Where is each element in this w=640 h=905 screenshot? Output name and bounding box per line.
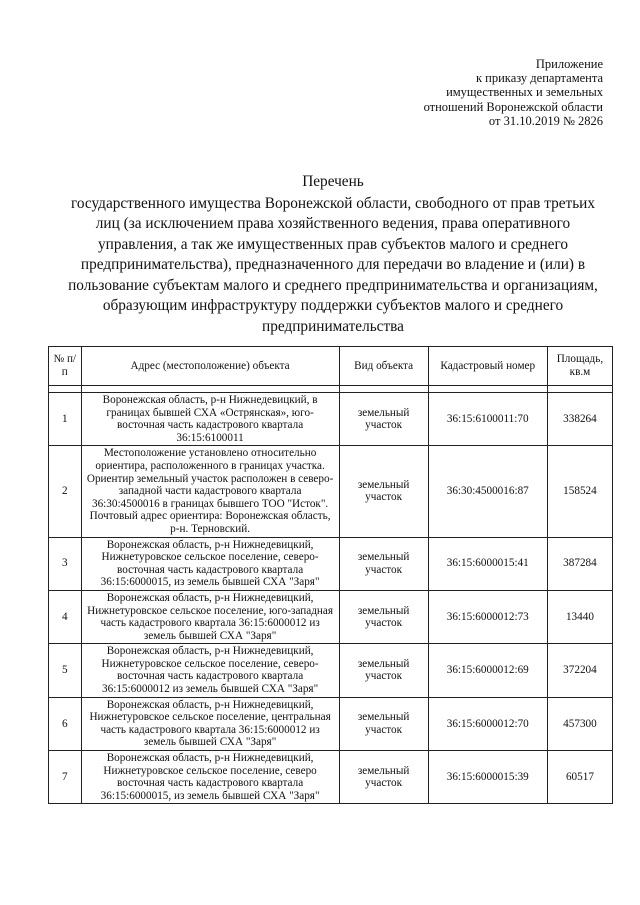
table-row — [49, 446, 613, 537]
cell-kind: земельный участок — [339, 537, 428, 590]
cell-cadastral: 36:15:6000012:70 — [428, 697, 547, 750]
cell-cadastral: 36:15:6000015:39 — [428, 751, 547, 804]
cell-kind: земельный участок — [339, 590, 428, 643]
cell-address: Воронежская область, р-н Нижнедевицкий, Нижнетуровское сельское поселение, северо восточная часть кадастрового квартала 36:15:6000015, из земель бывшей СХА "Заря" — [81, 751, 339, 804]
cell-area: 457300 — [547, 697, 612, 750]
header-cadastral: Кадастровый номер — [428, 347, 547, 386]
cell-kind: земельный участок — [339, 446, 428, 537]
header-area: Площадь, кв.м — [547, 347, 612, 386]
cell-area: 338264 — [547, 393, 612, 446]
cell-num: 6 — [49, 697, 82, 750]
cell-cadastral: 36:30:4500016:87 — [428, 446, 547, 537]
appendix-line: Приложение — [535, 57, 603, 71]
cell-address: Воронежская область, р-н Нижнедевицкий, Нижнетуровское сельское поселение, северо-восточная часть кадастрового квартала 36:15:6000015, из земель бывшей СХА "Заря" — [81, 537, 339, 590]
cell-cadastral: 36:15:6000012:69 — [428, 644, 547, 697]
cell-cadastral: 36:15:6000012:73 — [428, 590, 547, 643]
cell-area: 158524 — [547, 446, 612, 537]
cell-address: Местоположение установлено относительно ориентира, расположенного в границах участка. Ориентир земельный участок расположен в северо-западной части кадастрового квартала 36:30:4500016 в границах бывшего ТОО "Исток". Почтовый адрес ориентира: Воронежская область, р-н. Терновский. — [81, 446, 339, 537]
cell-cadastral: 36:15:6000015:41 — [428, 537, 547, 590]
table-row — [49, 393, 613, 446]
cell-num: 7 — [49, 751, 82, 804]
document-title-block — [63, 172, 603, 337]
document-subtitle: государственного имущества Воронежской области, свободного от прав третьих лиц (за исключением права хозяйственного ведения, права оперативного управления, а так же имущественных прав субъектов малого и среднего предпринимательства), предназначенного для передачи во владение и (или) в пользование субъектам малого и среднего предпринимательства и организациям, образующим инфраструктуру поддержки субъектов малого и среднего предпринимательства — [68, 194, 598, 335]
document-heading: Перечень — [302, 173, 364, 190]
property-list-table — [48, 346, 613, 804]
appendix-line: к приказу департамента — [475, 71, 603, 86]
cell-address: Воронежская область, р-н Нижнедевицкий, Нижнетуровское сельское поселение, юго-западная часть кадастрового квартала 36:15:6000012 из земель бывшей СХА "Заря" — [81, 590, 339, 643]
header-num: № п/п — [49, 347, 82, 386]
header-kind: Вид объекта — [339, 347, 428, 386]
cell-kind: земельный участок — [339, 644, 428, 697]
cell-cadastral: 36:15:6100011:70 — [428, 393, 547, 446]
cell-area: 387284 — [547, 537, 612, 590]
cell-kind: земельный участок — [339, 751, 428, 804]
appendix-line: имущественных и земельных — [446, 85, 603, 100]
table-row — [49, 697, 613, 750]
cell-num: 2 — [49, 446, 82, 537]
cell-num: 3 — [49, 537, 82, 590]
table-header-row — [49, 347, 613, 386]
cell-area: 13440 — [547, 590, 612, 643]
table-row — [49, 751, 613, 804]
cell-num: 1 — [49, 393, 82, 446]
table-row — [49, 644, 613, 697]
cell-num: 5 — [49, 644, 82, 697]
cell-kind: земельный участок — [339, 697, 428, 750]
cell-address: Воронежская область, р-н Нижнедевицкий, Нижнетуровское сельское поселение, северо-восточная часть кадастрового квартала 36:15:6000012 из земель бывшей СХА "Заря" — [81, 644, 339, 697]
cell-num: 4 — [49, 590, 82, 643]
appendix-date-line: от 31.10.2019 № 2826 — [488, 113, 603, 128]
appendix-line: отношений Воронежской области — [423, 99, 603, 114]
appendix-block — [343, 57, 603, 128]
table-spacer-row — [49, 386, 613, 393]
cell-address: Воронежская область, р-н Нижнедевицкий, Нижнетуровское сельское поселение, центральная часть кадастрового квартала 36:15:6000012 из земель бывшей СХА "Заря" — [81, 697, 339, 750]
cell-kind: земельный участок — [339, 393, 428, 446]
cell-address: Воронежская область, р-н Нижнедевицкий, в границах бывшей СХА «Острянская», юго-восточная часть кадастрового квартала 36:15:6100011 — [81, 393, 339, 446]
header-address: Адрес (местоположение) объекта — [81, 347, 339, 386]
table-row — [49, 537, 613, 590]
table-row — [49, 590, 613, 643]
cell-area: 60517 — [547, 751, 612, 804]
cell-area: 372204 — [547, 644, 612, 697]
